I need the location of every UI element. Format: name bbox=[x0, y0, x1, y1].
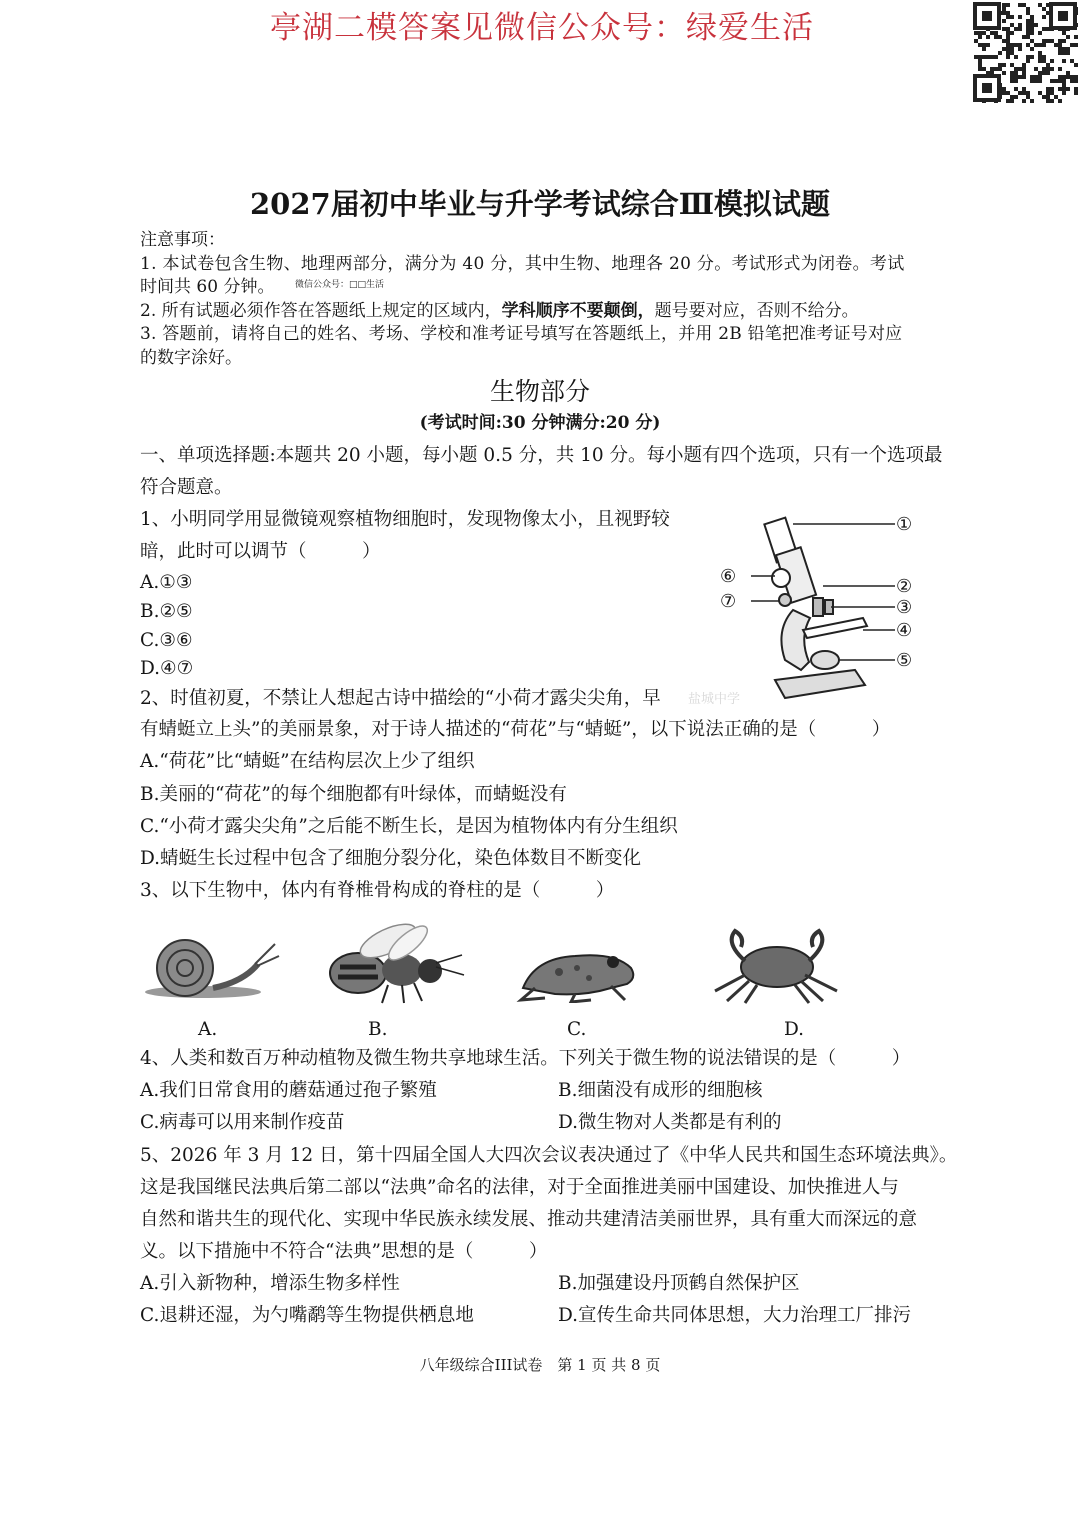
q5-line-4: 义。以下措施中不符合“法典”思想的是（ ） bbox=[140, 1241, 548, 1262]
notice-line-3-cont: 的数字涂好。 bbox=[140, 348, 242, 368]
q4-option-b: B.细菌没有成形的细胞核 bbox=[558, 1080, 763, 1101]
microscope-label-3: ③ bbox=[896, 597, 913, 618]
q2-option-b: B.美丽的“荷花”的每个细胞都有叶绿体，而蜻蜓没有 bbox=[140, 784, 567, 805]
notice-line-2 bbox=[140, 300, 859, 323]
q2-option-a: A.“荷花”比“蜻蜓”在结构层次上少了组织 bbox=[140, 751, 475, 772]
q4-stem: 4、人类和数百万种动植物及微生物共享地球生活。下列关于微生物的说法错误的是（ ） bbox=[140, 1048, 911, 1069]
frog-image bbox=[515, 938, 640, 1003]
part1-heading-line1: 一、单项选择题:本题共 20 小题，每小题 0.5 分，共 10 分。每小题有四个选项，只有一个选项最 bbox=[140, 445, 943, 466]
notice-line-3: 3. 答题前，请将自己的姓名、考场、学校和准考证号填写在答题纸上，并用 2B 铅笔把准考证号对应 bbox=[140, 324, 903, 344]
notice-line-2-bold: 学科顺序不要颠倒， bbox=[501, 301, 655, 321]
q1-option-a: A.①③ bbox=[140, 572, 193, 593]
promo-banner: 亭湖二模答案见微信公众号：绿爱生活 bbox=[270, 10, 814, 46]
microscope-figure bbox=[715, 510, 925, 702]
wechat-tag: 微信公众号：□□生活 bbox=[295, 280, 385, 290]
microscope-label-6: ⑥ bbox=[720, 566, 737, 587]
q1-stem-2: 暗，此时可以调节（ ） bbox=[140, 541, 381, 562]
crab-image bbox=[705, 925, 845, 1005]
q1-option-c: C.③⑥ bbox=[140, 630, 193, 651]
q4-option-a: A.我们日常食用的蘑菇通过孢子繁殖 bbox=[140, 1080, 437, 1101]
q1-option-d: D.④⑦ bbox=[140, 658, 194, 679]
q2-option-d: D.蜻蜓生长过程中包含了细胞分裂分化，染色体数目不断变化 bbox=[140, 848, 642, 869]
q5-option-a: A.引入新物种，增添生物多样性 bbox=[140, 1273, 400, 1294]
q3-stem: 3、以下生物中，体内有脊椎骨构成的脊柱的是（ ） bbox=[140, 880, 615, 901]
q5-option-d: D.宣传生命共同体思想，大力治理工厂排污 bbox=[558, 1305, 912, 1326]
q5-option-b: B.加强建设丹顶鹤自然保护区 bbox=[558, 1273, 800, 1294]
watermark: 盐城中学 bbox=[688, 692, 741, 707]
q5-line-2: 这是我国继民法典后第二部以“法典”命名的法律，对于全面推进美丽中国建设、加快推进人与 bbox=[140, 1177, 899, 1198]
notice-heading: 注意事项： bbox=[140, 230, 225, 250]
section-title: 生物部分 bbox=[489, 377, 590, 406]
q3-label-c: C. bbox=[567, 1019, 587, 1040]
q1-stem-1: 1、小明同学用显微镜观察植物细胞时，发现物像太小，且视野较 bbox=[140, 509, 670, 530]
microscope-label-1: ① bbox=[896, 514, 913, 535]
snail-image bbox=[143, 930, 283, 1002]
notice-line-1: 1. 本试卷包含生物、地理两部分，满分为 40 分，其中生物、地理各 20 分。考试形式为闭卷。考试 bbox=[140, 254, 905, 274]
microscope-label-4: ④ bbox=[896, 620, 913, 641]
section-subtitle: (考试时间:30 分钟满分:20 分) bbox=[419, 413, 661, 433]
qr-code[interactable] bbox=[973, 2, 1079, 104]
bee-image bbox=[318, 915, 468, 1007]
q2-stem-1: 2、时值初夏，不禁让人想起古诗中描绘的“小荷才露尖尖角，早 bbox=[140, 688, 661, 709]
q5-line-1: 5、2026 年 3 月 12 日，第十四届全国人大四次会议表决通过了《中华人民共和国生态环境法典》。 bbox=[140, 1145, 958, 1166]
q3-label-a: A. bbox=[198, 1019, 218, 1040]
microscope-label-7: ⑦ bbox=[720, 591, 737, 612]
notice-line-2-a: 2. 所有试题必须作答在答题纸上规定的区域内， bbox=[140, 301, 502, 321]
q1-option-b: B.②⑤ bbox=[140, 601, 193, 622]
notice-line-2-c: 题号要对应，否则不给分。 bbox=[654, 301, 859, 321]
q5-line-3: 自然和谐共生的现代化、实现中华民族永续发展、推动共建清洁美丽世界，具有重大而深远的意 bbox=[140, 1209, 918, 1230]
page-footer: 八年级综合III试卷 第 1 页 共 8 页 bbox=[419, 1356, 661, 1374]
qr-code-graphic bbox=[973, 2, 1079, 104]
exam-title: 2027届初中毕业与升学考试综合Ⅲ模拟试题 bbox=[249, 187, 831, 221]
q5-option-c: C.退耕还湿，为勺嘴鹬等生物提供栖息地 bbox=[140, 1305, 474, 1326]
notice-line-1-cont: 时间共 60 分钟。 bbox=[140, 277, 275, 297]
q3-label-b: B. bbox=[368, 1019, 388, 1040]
microscope-label-2: ② bbox=[896, 576, 913, 597]
part1-heading-line2: 符合题意。 bbox=[140, 477, 233, 498]
q2-stem-2: 有蜻蜓立上头”的美丽景象，对于诗人描述的“荷花”与“蜻蜓”，以下说法正确的是（ ） bbox=[140, 719, 891, 740]
q3-label-d: D. bbox=[784, 1019, 805, 1040]
microscope-label-5: ⑤ bbox=[896, 650, 913, 671]
q2-option-c: C.“小荷才露尖尖角”之后能不断生长，是因为植物体内有分生组织 bbox=[140, 816, 678, 837]
q4-option-c: C.病毒可以用来制作疫苗 bbox=[140, 1112, 345, 1133]
q4-option-d: D.微生物对人类都是有利的 bbox=[558, 1112, 782, 1133]
